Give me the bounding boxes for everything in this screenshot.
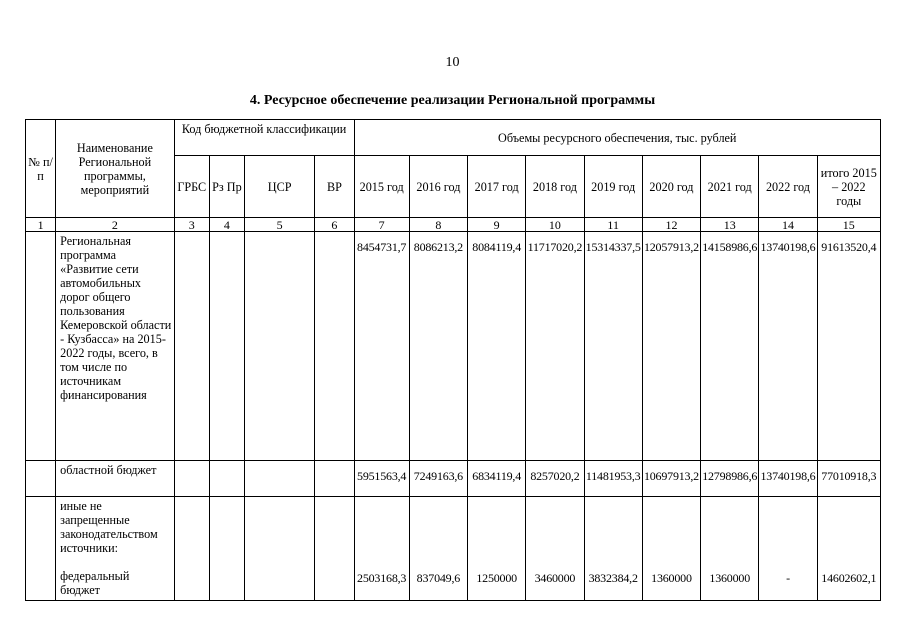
table-row: [26, 232, 881, 461]
vr-cell: [315, 461, 354, 497]
value-cell: 11717020,2: [526, 232, 584, 461]
num-cell: [26, 461, 56, 497]
header-row-1: [26, 120, 881, 156]
value-cell: 837049,6: [409, 497, 467, 601]
column-number: 7: [354, 218, 409, 232]
column-number: 15: [817, 218, 880, 232]
value-cell: 14158986,6: [701, 232, 759, 461]
value-cell: 3832384,2: [584, 497, 642, 601]
value-cell-total: 77010918,3: [817, 461, 880, 497]
header-year: 2021 год: [701, 156, 759, 218]
header-year: 2015 год: [354, 156, 409, 218]
rzpr-cell: [209, 461, 244, 497]
column-number: 6: [315, 218, 354, 232]
rzpr-cell: [209, 497, 244, 601]
value-cell: 8086213,2: [409, 232, 467, 461]
grbs-cell: [174, 232, 209, 461]
header-name: Наименование Региональной программы, мероприятий: [56, 120, 175, 218]
column-number: 11: [584, 218, 642, 232]
row-name: Региональная программа «Развитие сети автомобильных дорог общего пользования Кемеровской области - Кузбасса» на 2015-2022 годы, всего, в том числе по источникам финансирования: [56, 232, 175, 461]
header-year: 2017 год: [468, 156, 526, 218]
vr-cell: [315, 232, 354, 461]
value-cell: 12798986,6: [701, 461, 759, 497]
header-rzpr: Рз Пр: [209, 156, 244, 218]
column-number: 14: [759, 218, 817, 232]
value-cell: 1250000: [468, 497, 526, 601]
vr-cell: [315, 497, 354, 601]
value-cell: 13740198,6: [759, 461, 817, 497]
row-name: [56, 497, 175, 601]
value-cell: 11481953,3: [584, 461, 642, 497]
row-name-federal-budget: федеральный бюджет: [60, 569, 130, 597]
value-cell: 1360000: [701, 497, 759, 601]
section-title: 4. Ресурсное обеспечение реализации Региональной программы: [249, 93, 656, 108]
column-number: 10: [526, 218, 584, 232]
value-cell: 3460000: [526, 497, 584, 601]
column-number: 12: [642, 218, 700, 232]
grbs-cell: [174, 497, 209, 601]
value-cell: 5951563,4: [354, 461, 409, 497]
header-year: 2020 год: [642, 156, 700, 218]
header-year: 2018 год: [526, 156, 584, 218]
header-year: 2016 год: [409, 156, 467, 218]
column-number: 2: [56, 218, 175, 232]
header-year-total: итого 2015 – 2022 годы: [817, 156, 880, 218]
csr-cell: [244, 497, 314, 601]
value-cell: 6834119,4: [468, 461, 526, 497]
value-cell: 2503168,3: [354, 497, 409, 601]
column-number: 5: [244, 218, 314, 232]
header-vr: ВР: [315, 156, 354, 218]
row-name: областной бюджет: [56, 461, 175, 497]
csr-cell: [244, 232, 314, 461]
value-cell: 13740198,6: [759, 232, 817, 461]
column-number: 9: [468, 218, 526, 232]
header-year: 2022 год: [759, 156, 817, 218]
num-cell: [26, 232, 56, 461]
row-name-other-sources: иные не запрещенные законодательством источники:: [60, 499, 158, 555]
header-num: № п/п: [26, 120, 56, 218]
column-number: 4: [209, 218, 244, 232]
header-kbk-group: Код бюджетной классификации: [174, 120, 354, 156]
grbs-cell: [174, 461, 209, 497]
header-year: 2019 год: [584, 156, 642, 218]
value-cell-total: 91613520,4: [817, 232, 880, 461]
table-row: [26, 497, 881, 601]
table-row: [26, 461, 881, 497]
column-number: 13: [701, 218, 759, 232]
resource-table: [25, 119, 881, 601]
value-cell: 10697913,2: [642, 461, 700, 497]
value-cell: 1360000: [642, 497, 700, 601]
csr-cell: [244, 461, 314, 497]
header-volume-group: Объемы ресурсного обеспечения, тыс. рублей: [354, 120, 881, 156]
page-number: 10: [445, 55, 460, 70]
column-number: 8: [409, 218, 467, 232]
value-cell: 12057913,2: [642, 232, 700, 461]
column-number: 1: [26, 218, 56, 232]
num-cell: [26, 497, 56, 601]
value-cell: 7249163,6: [409, 461, 467, 497]
value-cell: 8257020,2: [526, 461, 584, 497]
header-csr: ЦСР: [244, 156, 314, 218]
column-number-row: [26, 218, 881, 232]
value-cell: 15314337,5: [584, 232, 642, 461]
value-cell-total: 14602602,1: [817, 497, 880, 601]
rzpr-cell: [209, 232, 244, 461]
value-cell: 8084119,4: [468, 232, 526, 461]
value-cell: -: [759, 497, 817, 601]
header-grbs: ГРБС: [174, 156, 209, 218]
value-cell: 8454731,7: [354, 232, 409, 461]
column-number: 3: [174, 218, 209, 232]
